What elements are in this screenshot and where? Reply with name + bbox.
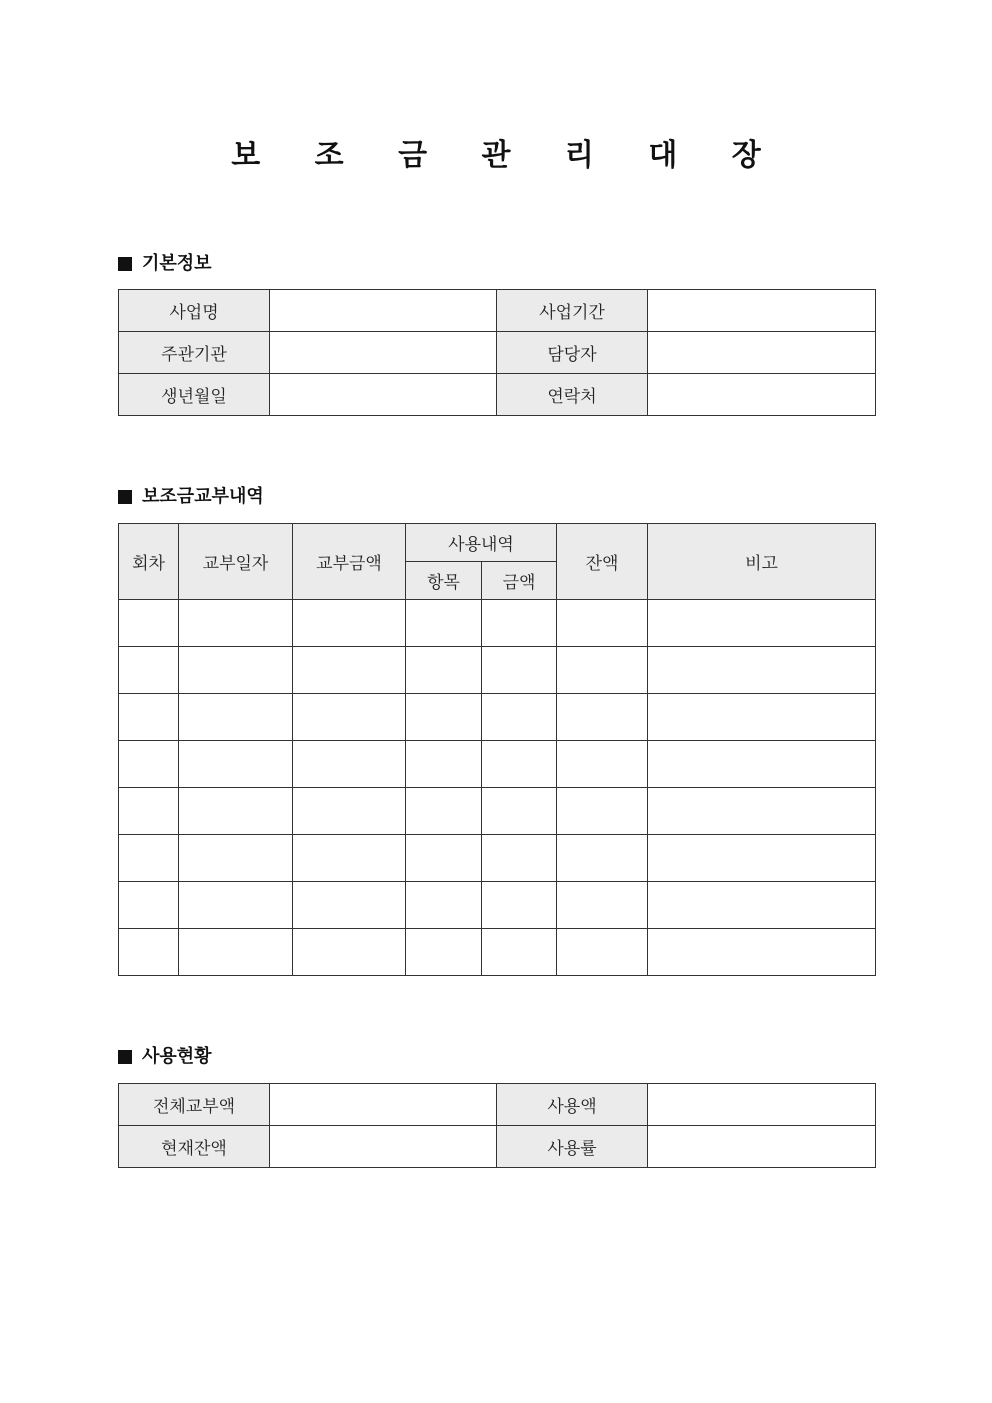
item-cell[interactable]	[406, 882, 482, 929]
header-grant-amount: 교부금액	[293, 524, 406, 600]
grant-amount-cell[interactable]	[293, 835, 406, 882]
label-business-name: 사업명	[119, 290, 270, 332]
contact-field[interactable]	[648, 374, 876, 416]
square-bullet-icon	[118, 490, 132, 504]
label-total-grant: 전체교부액	[119, 1084, 270, 1126]
header-item: 항목	[406, 562, 482, 600]
label-current-balance: 현재잔액	[119, 1126, 270, 1168]
section-heading-text: 보조금교부내역	[142, 486, 264, 507]
item-cell[interactable]	[406, 741, 482, 788]
current-balance-field[interactable]	[270, 1126, 497, 1168]
label-contact: 연락처	[497, 374, 648, 416]
table-row	[119, 835, 876, 882]
usage-rate-field[interactable]	[648, 1126, 876, 1168]
header-amount: 금액	[482, 562, 557, 600]
grant-date-cell[interactable]	[179, 929, 293, 976]
amount-cell[interactable]	[482, 694, 557, 741]
business-period-field[interactable]	[648, 290, 876, 332]
grant-amount-cell[interactable]	[293, 694, 406, 741]
table-row	[119, 741, 876, 788]
amount-cell[interactable]	[482, 600, 557, 647]
section-heading-basic-info	[118, 252, 212, 276]
balance-cell[interactable]	[557, 694, 648, 741]
round-cell[interactable]	[119, 882, 179, 929]
amount-cell[interactable]	[482, 741, 557, 788]
balance-cell[interactable]	[557, 647, 648, 694]
table-row	[119, 882, 876, 929]
grant-amount-cell[interactable]	[293, 647, 406, 694]
item-cell[interactable]	[406, 788, 482, 835]
grant-amount-cell[interactable]	[293, 882, 406, 929]
balance-cell[interactable]	[557, 882, 648, 929]
remarks-cell[interactable]	[648, 788, 876, 835]
balance-cell[interactable]	[557, 835, 648, 882]
table-row	[119, 929, 876, 976]
business-name-field[interactable]	[270, 290, 497, 332]
square-bullet-icon	[118, 1050, 132, 1064]
grant-date-cell[interactable]	[179, 835, 293, 882]
table-row	[119, 1084, 876, 1126]
table-row	[119, 694, 876, 741]
used-amount-field[interactable]	[648, 1084, 876, 1126]
grant-date-cell[interactable]	[179, 600, 293, 647]
table-row	[119, 332, 876, 374]
item-cell[interactable]	[406, 600, 482, 647]
item-cell[interactable]	[406, 647, 482, 694]
table-row	[119, 374, 876, 416]
label-manager: 담당자	[497, 332, 648, 374]
round-cell[interactable]	[119, 600, 179, 647]
grant-date-cell[interactable]	[179, 647, 293, 694]
basic-info-table	[118, 289, 876, 416]
label-usage-rate: 사용률	[497, 1126, 648, 1168]
document-title: 보 조 금 관 리 대 장	[231, 138, 783, 173]
table-row	[119, 600, 876, 647]
amount-cell[interactable]	[482, 788, 557, 835]
table-row	[119, 290, 876, 332]
item-cell[interactable]	[406, 929, 482, 976]
item-cell[interactable]	[406, 835, 482, 882]
balance-cell[interactable]	[557, 600, 648, 647]
usage-status-table	[118, 1083, 876, 1168]
remarks-cell[interactable]	[648, 929, 876, 976]
header-balance: 잔액	[557, 524, 648, 600]
round-cell[interactable]	[119, 929, 179, 976]
grant-history-table	[118, 523, 876, 976]
square-bullet-icon	[118, 257, 132, 271]
item-cell[interactable]	[406, 694, 482, 741]
grant-amount-cell[interactable]	[293, 929, 406, 976]
remarks-cell[interactable]	[648, 694, 876, 741]
label-business-period: 사업기간	[497, 290, 648, 332]
label-organizer: 주관기관	[119, 332, 270, 374]
label-used-amount: 사용액	[497, 1084, 648, 1126]
grant-date-cell[interactable]	[179, 694, 293, 741]
grant-date-cell[interactable]	[179, 882, 293, 929]
label-birth-date: 생년월일	[119, 374, 270, 416]
amount-cell[interactable]	[482, 835, 557, 882]
manager-field[interactable]	[648, 332, 876, 374]
section-heading-grant-history	[118, 485, 264, 509]
remarks-cell[interactable]	[648, 647, 876, 694]
total-grant-field[interactable]	[270, 1084, 497, 1126]
remarks-cell[interactable]	[648, 741, 876, 788]
grant-amount-cell[interactable]	[293, 741, 406, 788]
organizer-field[interactable]	[270, 332, 497, 374]
round-cell[interactable]	[119, 647, 179, 694]
table-row	[119, 647, 876, 694]
header-usage-details: 사용내역	[406, 524, 557, 562]
remarks-cell[interactable]	[648, 882, 876, 929]
grant-date-cell[interactable]	[179, 788, 293, 835]
section-heading-text: 기본정보	[142, 253, 212, 274]
round-cell[interactable]	[119, 788, 179, 835]
balance-cell[interactable]	[557, 741, 648, 788]
grant-amount-cell[interactable]	[293, 600, 406, 647]
round-cell[interactable]	[119, 694, 179, 741]
birth-date-field[interactable]	[270, 374, 497, 416]
amount-cell[interactable]	[482, 647, 557, 694]
amount-cell[interactable]	[482, 929, 557, 976]
grant-date-cell[interactable]	[179, 741, 293, 788]
balance-cell[interactable]	[557, 929, 648, 976]
table-header-row	[119, 524, 876, 562]
amount-cell[interactable]	[482, 882, 557, 929]
balance-cell[interactable]	[557, 788, 648, 835]
grant-amount-cell[interactable]	[293, 788, 406, 835]
header-round: 회차	[119, 524, 179, 600]
round-cell[interactable]	[119, 741, 179, 788]
remarks-cell[interactable]	[648, 600, 876, 647]
header-remarks: 비고	[648, 524, 876, 600]
remarks-cell[interactable]	[648, 835, 876, 882]
section-heading-usage-status	[118, 1045, 212, 1069]
header-grant-date: 교부일자	[179, 524, 293, 600]
section-heading-text: 사용현황	[142, 1046, 212, 1067]
table-row	[119, 1126, 876, 1168]
round-cell[interactable]	[119, 835, 179, 882]
table-row	[119, 788, 876, 835]
